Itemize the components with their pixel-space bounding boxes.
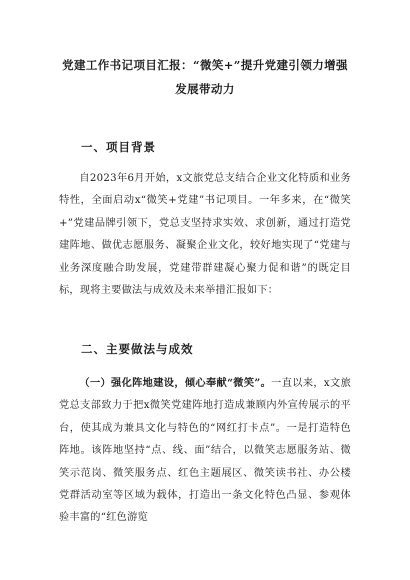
section-background-paragraph: 自2023年6月开始，x文旅党总支结合企业文化特质和业务特性，全面启动x“微笑+党建”书记项目。一年多来，在“微笑+”党建品牌引领下，党总支坚持求实效、求创新，通过打造党建阵地、做优志愿服务、凝聚企业文化，较好地实现了“党建与业务深度融合助发展，党建带群建凝心聚力促和谐”的既定目标，现将主要做法与成效及未来举措汇报如下： xyxy=(59,173,351,297)
section-heading-background: 一、项目背景 xyxy=(81,140,156,154)
document-title: 党建工作书记项目汇报：“微笑+”提升党建引领力增强发展带动力 xyxy=(62,58,348,96)
section-practices-paragraph xyxy=(59,372,351,530)
section-heading-practices: 二、主要做法与成效 xyxy=(81,342,194,356)
subsection-body: 一直以来，x文旅党总支部致力于把x微笑党建阵地打造成兼顾内外宣传展示的平台，使其成为兼具文化与特色的“网红打卡点”。一是打造特色阵地。该阵地坚持“点、线、面”结合，以微笑志愿服务站、微笑示范岗、微笑服务点、红色主题展区、微笑读书社、办公楼党群活动室等区域为载体，打造出一条文化特色凸显、参观体验丰富的“红色游览 xyxy=(59,378,352,524)
subsection-lead: （一）强化阵地建设，倾心奉献“微笑”。 xyxy=(79,377,272,389)
